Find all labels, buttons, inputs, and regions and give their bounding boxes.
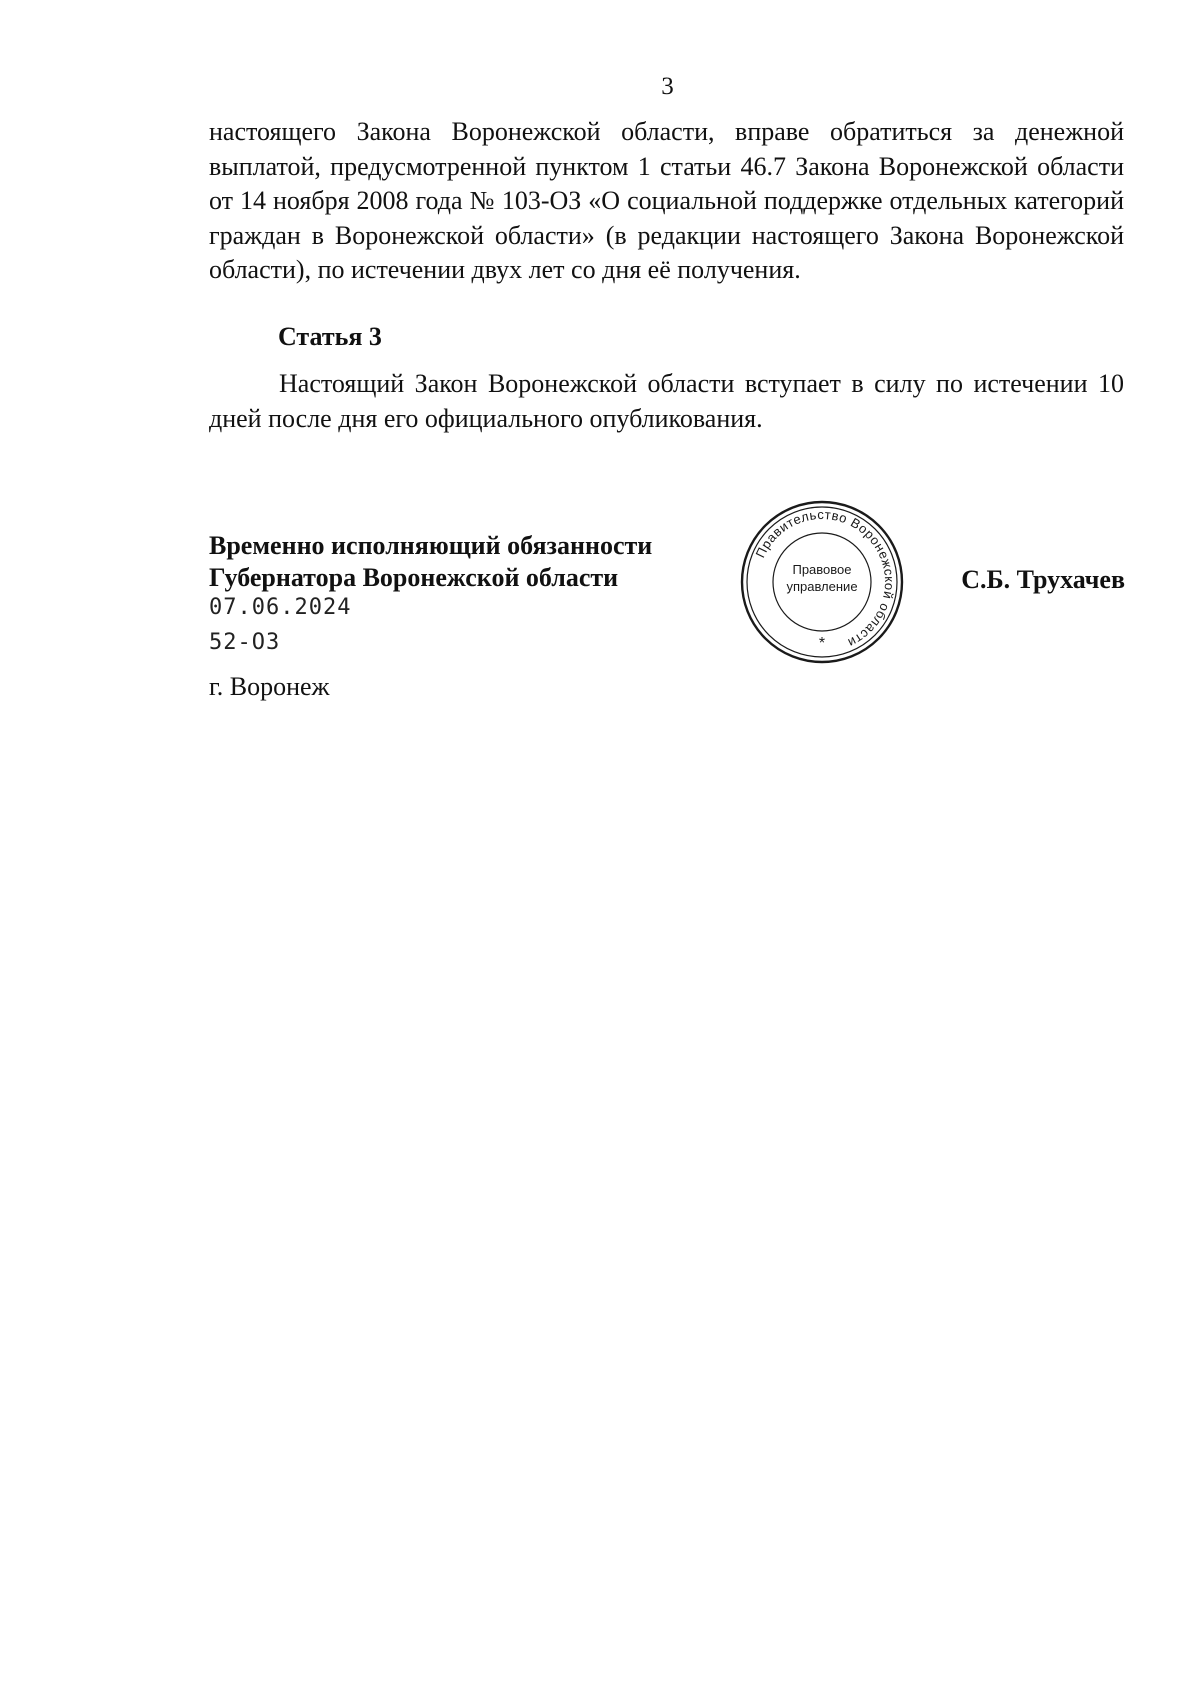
signer-title	[209, 530, 652, 594]
signer-title-line-1: Временно исполняющий обязанности	[209, 531, 653, 560]
article-heading: Статья 3	[278, 322, 382, 351]
page-number: 3	[661, 73, 674, 100]
law-number: 52-ОЗ	[209, 630, 281, 655]
seal-inner-text-line-1: Правовое	[792, 562, 852, 577]
city: г. Воронеж	[209, 672, 330, 701]
continuation-paragraph: настоящего Закона Воронежской области, вправе обратиться за денежной выплатой, предусмотренной пунктом 1 статьи 46.7 Закона Воронежской области от 14 ноября 2008 года № 103-ОЗ «О социальной поддержке отдельных категорий граждан в Воронежской области» (в редакции настоящего Закона Воронежской области), по истечении двух лет со дня её получения.	[209, 117, 1124, 285]
signer-name: С.Б. Трухачев	[961, 565, 1125, 594]
article-text: Настоящий Закон Воронежской области вступает в силу по истечении 10 дней после дня его официального опубликования.	[209, 369, 1124, 433]
seal-inner-text-line-2: управление	[786, 579, 858, 594]
seal-outer-text: Правительство Воронежской области	[752, 506, 898, 651]
seal-star-icon: *	[818, 635, 826, 652]
law-date: 07.06.2024	[209, 595, 352, 620]
official-seal	[739, 499, 905, 665]
signer-title-line-2: Губернатора Воронежской области	[209, 563, 619, 592]
